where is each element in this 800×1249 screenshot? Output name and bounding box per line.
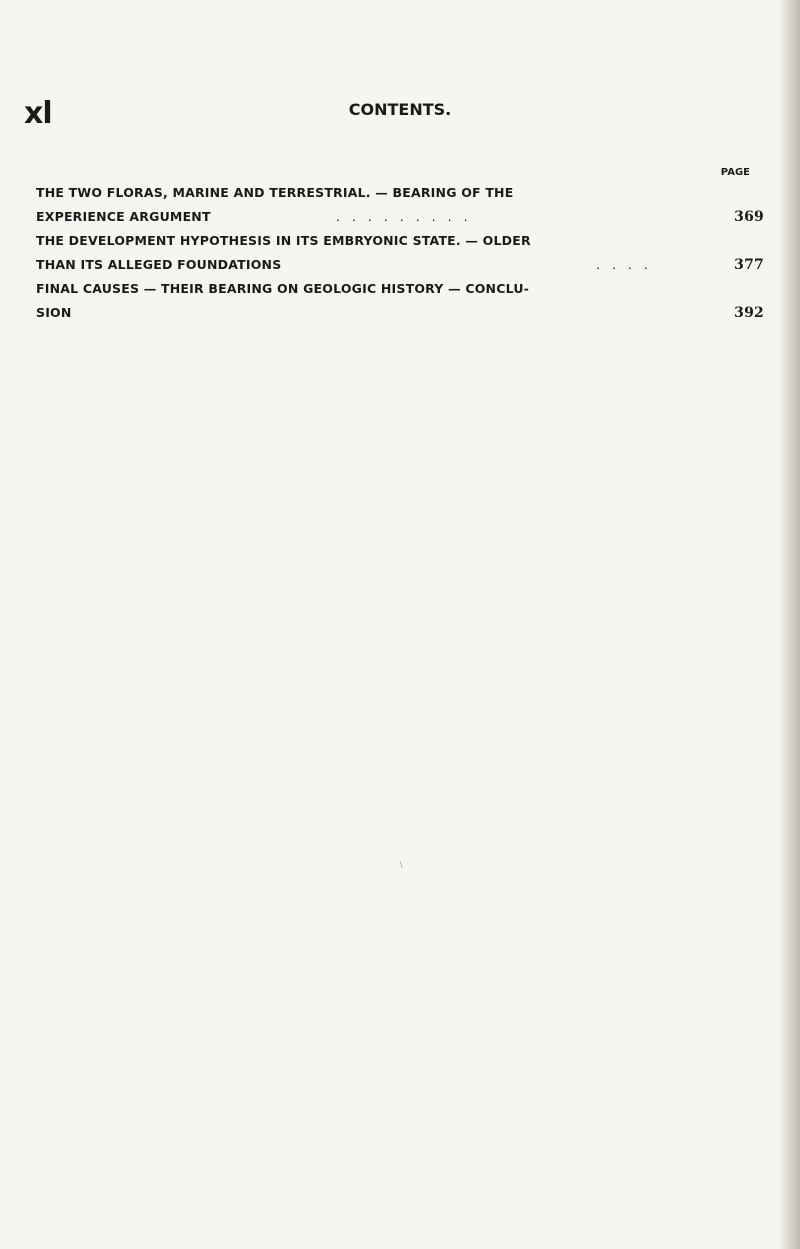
- page-number: xl: [24, 96, 52, 131]
- entry-title-line: THE TWO FLORAS, MARINE AND TERRESTRIAL. — BEARING OF THE: [36, 185, 514, 200]
- contents-entry-line: [36, 305, 764, 329]
- contents-entry-line: [36, 257, 764, 281]
- entry-page-number: 369: [734, 209, 764, 225]
- contents-entry-line: [36, 233, 764, 257]
- entry-title-line: THE DEVELOPMENT HYPOTHESIS IN ITS EMBRYONIC STATE. — OLDER: [36, 233, 531, 248]
- entry-page-number: 377: [734, 257, 764, 273]
- entry-title-line: THAN ITS ALLEGED FOUNDATIONS: [36, 257, 282, 272]
- contents-entry-line: [36, 209, 764, 233]
- contents-list: [36, 185, 764, 329]
- entry-title-line: SION: [36, 305, 72, 320]
- entry-page-number: 392: [734, 305, 764, 321]
- running-head: CONTENTS.: [348, 100, 452, 119]
- entry-title-line: EXPERIENCE ARGUMENT: [36, 209, 211, 224]
- page-edge-shadow: [778, 0, 800, 1249]
- contents-entry-line: [36, 281, 764, 305]
- entry-title-line: FINAL CAUSES — THEIR BEARING ON GEOLOGIC HISTORY — CONCLU-: [36, 281, 530, 296]
- contents-entry-line: [36, 185, 764, 209]
- stray-print-mark: \: [400, 860, 403, 870]
- dot-leader: . . . .: [596, 257, 652, 272]
- dot-leader: . . . . . . . . .: [336, 209, 472, 224]
- page-column-label: PAGE: [720, 167, 750, 178]
